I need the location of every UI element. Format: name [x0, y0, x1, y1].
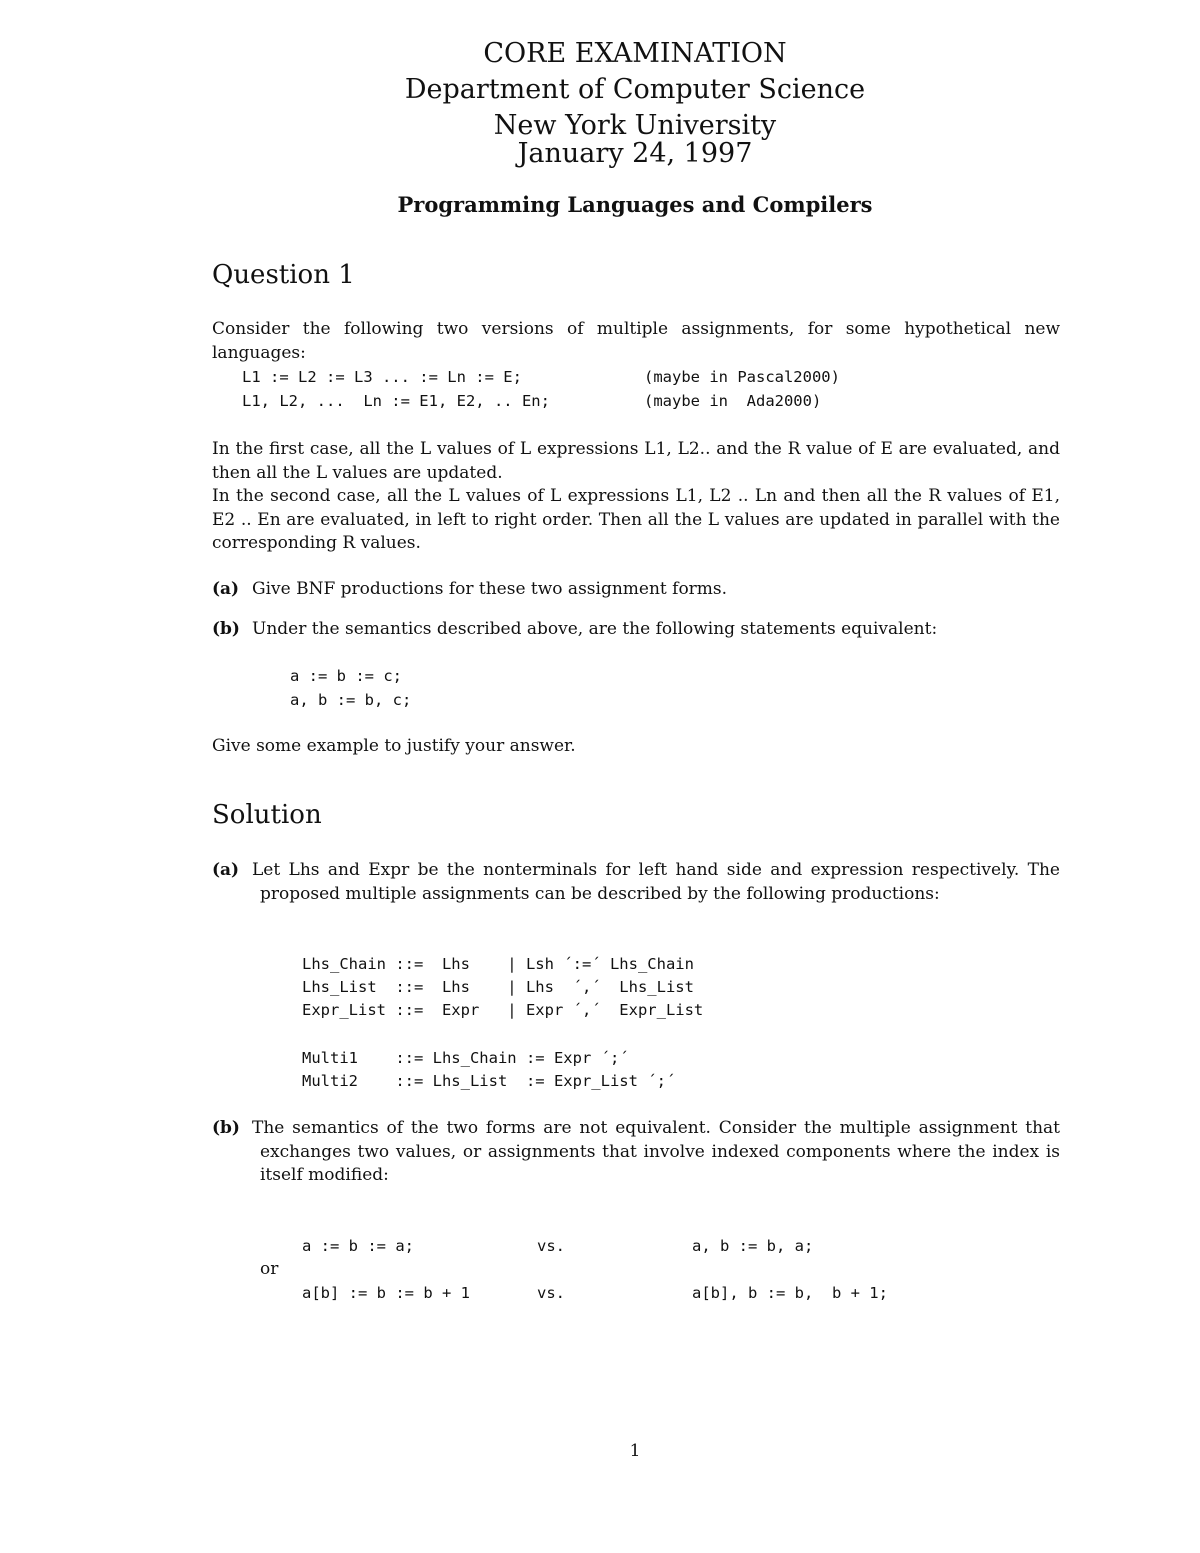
example-2-vs: vs. — [537, 1284, 565, 1302]
question-heading: Question 1 — [212, 260, 355, 290]
solution-part-a — [212, 859, 1060, 906]
code-b-line-1: a := b := c; — [290, 667, 402, 685]
grammar-line-6: Multi2 ::= Lhs_List := Expr_List ´;´ — [302, 1072, 676, 1090]
solution-part-b — [212, 1117, 1060, 1188]
title-date: January 24, 1997 — [517, 138, 753, 169]
part-a-label: (a) — [212, 579, 240, 599]
code-line-1: L1 := L2 := L3 ... := Ln := E; — [242, 368, 522, 386]
title-university: New York University — [493, 110, 777, 141]
paragraph-second-case: In the second case, all the L values of L expressions L1, L2 .. Ln and then all the R values of E1, E2 .. En are evaluated, in left to right order. Then all the L values are updated in parallel with the corresponding R values. — [212, 486, 1060, 553]
part-a — [212, 578, 1060, 602]
part-a-text: Give BNF productions for these two assignment forms. — [252, 579, 728, 599]
part-b-label: (b) — [212, 619, 240, 639]
title-department: Department of Computer Science — [404, 74, 866, 105]
code-b-line-2: a, b := b, c; — [290, 691, 412, 709]
solution-a-text: Let Lhs and Expr be the nonterminals for left hand side and expression respectively. The proposed multiple assignments can be described by the following productions: — [252, 860, 1060, 904]
title-core-examination: CORE EXAMINATION — [483, 38, 787, 69]
code-line-2: L1, L2, ... Ln := E1, E2, .. En; — [242, 392, 550, 410]
part-b — [212, 618, 1060, 642]
code-note-1: (maybe in Pascal2000) — [644, 368, 840, 386]
or-word: or — [260, 1259, 279, 1279]
grammar-line-3: Expr_List ::= Expr | Expr ´,´ Expr_List — [302, 1001, 704, 1019]
subject-title: Programming Languages and Compilers — [397, 192, 873, 217]
solution-b-label: (b) — [212, 1118, 240, 1138]
question-intro: Consider the following two versions of multiple assignments, for some hypothetical new languages: — [212, 319, 1060, 363]
grammar-line-2: Lhs_List ::= Lhs | Lhs ´,´ Lhs_List — [302, 978, 694, 996]
part-b-text: Under the semantics described above, are the following statements equivalent: — [252, 619, 938, 639]
paragraph-first-case: In the first case, all the L values of L expressions L1, L2.. and the R value of E are evaluated, and then all the L values are updated. — [212, 439, 1060, 483]
grammar-line-1: Lhs_Chain ::= Lhs | Lsh ´:=´ Lhs_Chain — [302, 955, 694, 973]
example-2-right: a[b], b := b, b + 1; — [692, 1284, 888, 1302]
example-1-vs: vs. — [537, 1237, 565, 1255]
solution-b-text: The semantics of the two forms are not equivalent. Consider the multiple assignment that exchanges two values, or assignments that involve indexed components where the index is itself modified: — [252, 1118, 1060, 1185]
grammar-line-5: Multi1 ::= Lhs_Chain := Expr ´;´ — [302, 1049, 629, 1067]
example-2-left: a[b] := b := b + 1 — [302, 1284, 470, 1302]
solution-a-label: (a) — [212, 860, 240, 880]
example-1-left: a := b := a; — [302, 1237, 414, 1255]
code-note-2: (maybe in Ada2000) — [644, 392, 822, 410]
page-number: 1 — [629, 1441, 641, 1461]
question-closing: Give some example to justify your answer. — [212, 736, 576, 756]
solution-heading: Solution — [212, 800, 322, 830]
example-1-right: a, b := b, a; — [692, 1237, 814, 1255]
